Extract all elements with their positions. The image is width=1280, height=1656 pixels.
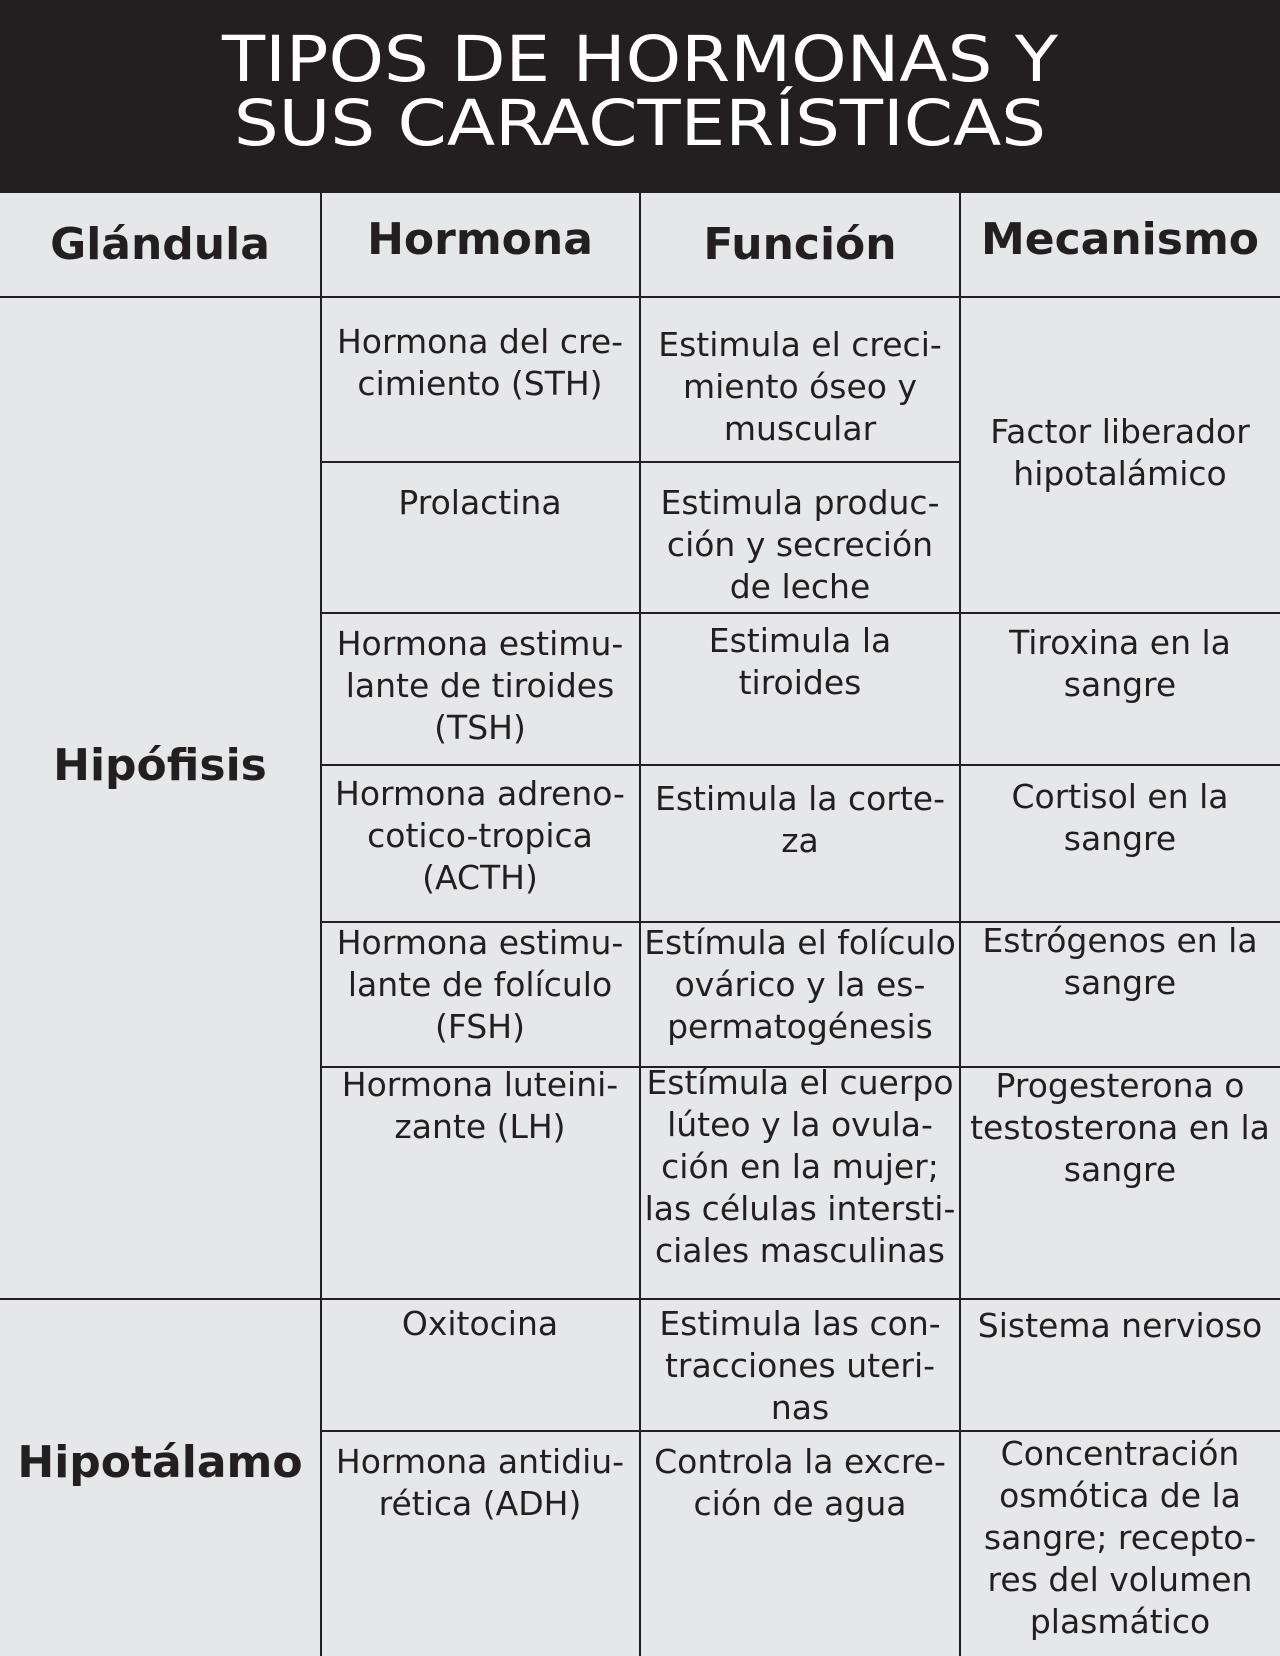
cell-funcion: Estimula produc- ción y secreción de leche <box>660 483 940 606</box>
cell-funcion: Estimula la tiroides <box>708 621 892 702</box>
cell-funcion: Estimula el creci- miento óseo y muscular <box>658 325 942 448</box>
header-hormona: Hormona <box>367 214 593 265</box>
cell-hormona: Hormona luteini- zante (LH) <box>341 1065 619 1146</box>
cell-mecanismo: Tiroxina en la sangre <box>1009 623 1231 704</box>
cell-funcion: Estímula el cuerpo lúteo y la ovula- ción en la mujer; las células intersti- ciales masculinas <box>644 1063 956 1270</box>
cell-mecanismo: Factor liberador hipotalámico <box>990 412 1250 493</box>
cell-hormona: Oxitocina <box>401 1304 559 1343</box>
title-line-2: SUS CARACTERÍSTICAS <box>233 87 1047 160</box>
cell-funcion: Controla la excre- ción de agua <box>654 1442 946 1523</box>
cell-mecanismo: Estrógenos en la sangre <box>982 921 1258 1002</box>
cell-hormona: Hormona estimu- lante de folículo (FSH) <box>336 923 624 1046</box>
header-glandula: Glándula <box>50 219 270 270</box>
cell-funcion: Estimula la corte- za <box>654 779 946 860</box>
title-banner <box>0 0 1280 193</box>
cell-mecanismo: Progesterona o testosterona en la sangre <box>970 1066 1270 1189</box>
cell-mecanismo: Cortisol en la sangre <box>1011 777 1229 858</box>
gland-hipofisis: Hipófisis <box>53 740 267 791</box>
hormone-table <box>0 193 1280 1656</box>
cell-hormona: Hormona antidiu- rética (ADH) <box>335 1442 625 1523</box>
cell-hormona: Hormona estimu- lante de tiroides (TSH) <box>336 624 624 747</box>
cell-funcion: Estimula las con- tracciones uteri- nas <box>659 1304 941 1427</box>
rule <box>320 1430 1280 1432</box>
page-title <box>0 23 1280 160</box>
cell-mecanismo: Concentración osmótica de la sangre; recepto- res del volumen plasmático <box>983 1434 1257 1641</box>
cell-funcion: Estímula el folículo ovárico y la es- permatogénesis <box>644 923 956 1046</box>
header-funcion: Función <box>703 219 897 270</box>
cell-hormona: Hormona del cre- cimiento (STH) <box>336 322 624 403</box>
header-mecanismo: Mecanismo <box>980 214 1260 265</box>
rule <box>320 764 1280 766</box>
title-line-1: TIPOS DE HORMONAS Y <box>222 23 1058 96</box>
gland-hipotalamo: Hipotálamo <box>17 1437 303 1488</box>
cell-hormona: Hormona adreno- cotico-tropica (ACTH) <box>335 774 625 897</box>
rule <box>320 612 1280 614</box>
cell-hormona: Prolactina <box>398 483 562 522</box>
cell-mecanismo: Sistema nervioso <box>977 1306 1263 1345</box>
